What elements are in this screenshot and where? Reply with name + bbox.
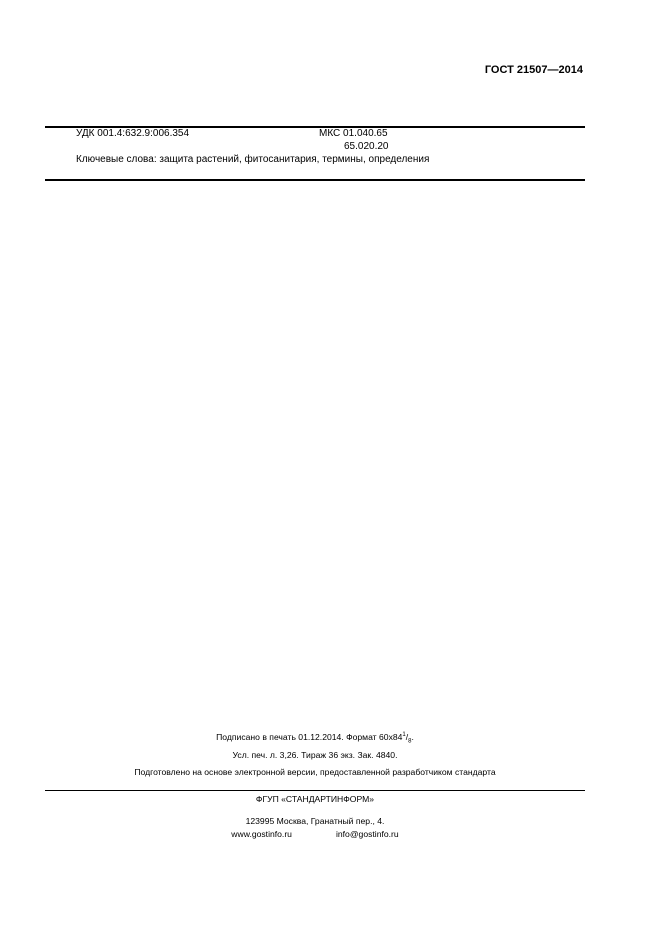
publisher-contacts — [45, 829, 585, 839]
mks-code-primary: МКС 01.040.65 — [319, 128, 388, 139]
email-link[interactable]: info@gostinfo.ru — [335, 829, 399, 839]
website-link[interactable]: www.gostinfo.ru — [231, 829, 292, 839]
publisher-address: 123995 Москва, Гранатный пер., 4. — [245, 816, 385, 826]
format-numerator: 1 — [402, 732, 406, 739]
print-run-details: Усл. печ. л. 3,26. Тираж 36 экз. Зак. 4840. — [232, 750, 398, 760]
imprint-rule — [45, 790, 585, 791]
publisher-name: ФГУП «СТАНДАРТИНФОРМ» — [255, 794, 375, 804]
bottom-rule — [45, 179, 585, 181]
format-denominator: 8 — [408, 738, 412, 745]
signed-text: Подписано в печать 01.12.2014. Формат 60x84 — [216, 732, 403, 742]
mks-code-secondary: 65.020.20 — [344, 141, 389, 152]
udk-code: УДК 001.4:632.9:006.354 — [76, 128, 190, 139]
prepared-note: Подготовлено на основе электронной версии, предоставленной разработчиком стандарта — [134, 767, 496, 777]
keywords: Ключевые слова: защита растений, фитосанитария, термины, определения — [76, 154, 430, 165]
document-id: ГОСТ 21507—2014 — [484, 64, 583, 76]
signed-suffix: . — [411, 732, 414, 742]
format-separator: / — [405, 732, 409, 742]
signed-for-print — [45, 732, 585, 745]
